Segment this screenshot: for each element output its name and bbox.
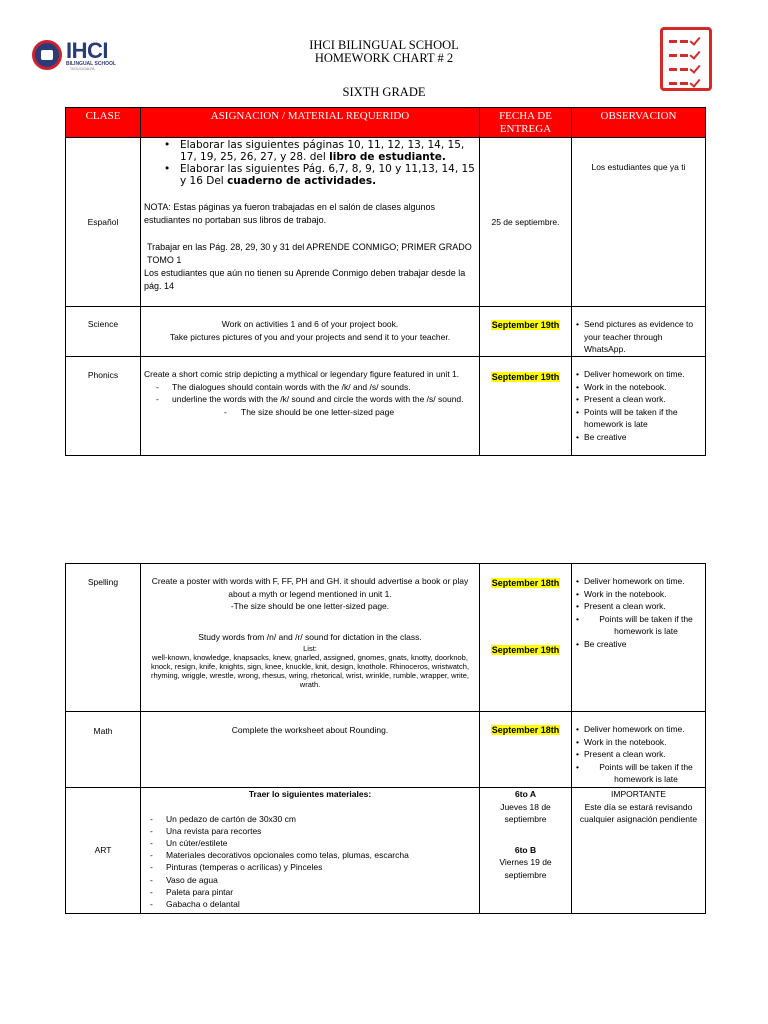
col-observacion: OBSERVACION xyxy=(572,108,706,138)
art-date-b: Viernes 19 de septiembre xyxy=(499,857,552,880)
phonics-intro: Create a short comic strip depicting a mythical or legendary figure featured in unit 1. xyxy=(144,369,460,379)
row-spelling-obs xyxy=(572,564,706,712)
logo-subtitle-2: TEGUCIGALPA xyxy=(70,67,95,71)
list-item: - Un pedazo de cartón de 30x30 cm xyxy=(144,813,476,825)
art-date-a: Jueves 18 de septiembre xyxy=(500,801,551,824)
espanol-bullets xyxy=(144,139,476,187)
math-date-highlight: September 18th xyxy=(491,725,560,735)
checklist-icon xyxy=(660,27,712,91)
list-item: • Points will be taken if the homework is late xyxy=(575,761,703,786)
list-item: - Una revista para recortes xyxy=(144,825,476,837)
logo-subtitle: BILINGUAL SCHOOL xyxy=(66,61,116,67)
list-item: - Gabacha o delantal xyxy=(144,898,476,910)
list-item: • Work in the notebook. xyxy=(575,736,703,749)
row-espanol-obs: Los estudiantes que ya ti xyxy=(572,138,706,307)
list-item: • Points will be taken if the homework is late xyxy=(575,613,703,638)
list-item: - Vaso de agua xyxy=(144,874,476,886)
row-math-clase: Math xyxy=(66,712,141,788)
row-art-clase: ART xyxy=(66,788,141,914)
table-row xyxy=(66,138,706,307)
row-espanol-clase: Español xyxy=(66,138,141,307)
list-item: • Be creative xyxy=(575,638,703,651)
list-item: • Deliver homework on time. xyxy=(575,575,703,588)
art-obs-title: IMPORTANTE xyxy=(611,789,666,799)
table-row xyxy=(66,788,706,914)
list-item: • Send pictures as evidence to your teacher through WhatsApp. xyxy=(575,318,703,356)
espanol-aun: Los estudiantes que aún no tienen su Aprende Conmigo deben trabajar desde la pág. 14 xyxy=(144,268,466,291)
row-phonics-fecha xyxy=(480,357,572,456)
logo-name: IHCI xyxy=(66,38,108,63)
art-group-a: 6to A xyxy=(515,789,536,799)
list-item: • Work in the notebook. xyxy=(575,381,703,394)
row-art-fecha xyxy=(480,788,572,914)
list-item: • Deliver homework on time. xyxy=(575,368,703,381)
row-art-asignacion xyxy=(141,788,480,914)
row-phonics-obs xyxy=(572,357,706,456)
list-item: • Work in the notebook. xyxy=(575,588,703,601)
list-item: - The dialogues should contain words with the /k/ and /s/ sounds. xyxy=(150,381,476,394)
homework-table-1 xyxy=(65,107,706,456)
list-item: - Un cúter/estilete xyxy=(144,837,476,849)
col-fecha: FECHA DE ENTREGA xyxy=(480,108,572,138)
col-clase: CLASE xyxy=(66,108,141,138)
spelling-line-2: -The size should be one letter-sized page. xyxy=(230,601,390,611)
list-item: - Pinturas (temperas o acrílicas) y Pinceles xyxy=(144,861,476,873)
art-obs-text: Este día se estará revisando cualquier asignación pendiente xyxy=(579,801,698,824)
list-item: • Points will be taken if the homework is late xyxy=(575,406,703,431)
table-row xyxy=(66,357,706,456)
science-date-highlight: September 19th xyxy=(491,320,560,330)
phonics-date-highlight: September 19th xyxy=(491,372,560,382)
spelling-date-2-highlight: September 19th xyxy=(491,644,560,655)
row-espanol-asignacion xyxy=(141,138,480,307)
row-espanol-fecha: 25 de septiembre. xyxy=(480,138,572,307)
row-spelling-asignacion xyxy=(141,564,480,712)
row-science-obs xyxy=(572,307,706,357)
row-art-obs xyxy=(572,788,706,914)
list-item: • Present a clean work. xyxy=(575,748,703,761)
homework-table-2 xyxy=(65,563,706,914)
list-item: • Present a clean work. xyxy=(575,600,703,613)
science-line-2: Take pictures pictures of you and your projects and send it to your teacher. xyxy=(169,331,451,342)
row-science-fecha xyxy=(480,307,572,357)
row-spelling-clase: Spelling xyxy=(66,564,141,712)
row-science-clase: Science xyxy=(66,307,141,357)
list-item: • Elaborar las siguientes Pág. 6,7, 8, 9, 10 y 11,13, 14, 15 y 16 Del cuaderno de actividades. xyxy=(164,163,476,187)
list-item: - Materiales decorativos opcionales como telas, plumas, escarcha xyxy=(144,849,476,861)
row-math-fecha xyxy=(480,712,572,788)
chart-title: HOMEWORK CHART # 2 xyxy=(314,51,454,65)
spelling-date-1-highlight: September 18th xyxy=(491,578,560,588)
list-item: • Be creative xyxy=(575,431,703,444)
row-spelling-fecha xyxy=(480,564,572,712)
list-item: • Present a clean work. xyxy=(575,393,703,406)
row-math-obs xyxy=(572,712,706,788)
list-item: • Deliver homework on time. xyxy=(575,723,703,736)
row-phonics-asignacion xyxy=(141,357,480,456)
table-row xyxy=(66,712,706,788)
science-line-1: Work on activities 1 and 6 of your project book. xyxy=(221,319,399,329)
row-math-asignacion: Complete the worksheet about Rounding. xyxy=(141,712,480,788)
spelling-list-label: List: xyxy=(303,644,317,653)
espanol-nota: NOTA: Estas páginas ya fueron trabajadas en el salón de clases algunos estudiantes no portaban sus libros de trabajo. xyxy=(144,202,436,225)
school-name: IHCI BILINGUAL SCHOOL xyxy=(309,38,459,52)
espanol-trabajar: Trabajar en las Pág. 28, 29, 30 y 31 del APRENDE CONMIGO; PRIMER GRADO TOMO 1 xyxy=(147,242,472,265)
list-item: • Elaborar las siguientes páginas 10, 11, 12, 13, 14, 15, 17, 19, 25, 26, 27, y 28. del libro de estudiante. xyxy=(164,139,476,163)
spelling-line-1: Create a poster with words with F, FF, PH and GH. it should advertise a book or play about a myth or legend mentioned in unit 1. xyxy=(151,576,469,599)
list-item: - Paleta para pintar xyxy=(144,886,476,898)
col-asignacion: ASIGNACION / MATERIAL REQUERIDO xyxy=(141,108,480,138)
art-title: Traer lo siguientes materiales: xyxy=(248,789,372,799)
table-row xyxy=(66,307,706,357)
phonics-size: - The size should be one letter-sized page xyxy=(224,406,395,417)
table-row xyxy=(66,564,706,712)
art-group-b: 6to B xyxy=(514,844,537,855)
row-phonics-clase: Phonics xyxy=(66,357,141,456)
spelling-line-3: Study words from /n/ and /r/ sound for dictation in the class. xyxy=(198,631,422,642)
list-item: - underline the words with the /k/ sound and circle the words with the /s/ sound. xyxy=(150,393,476,406)
grade-title: SIXTH GRADE xyxy=(342,85,426,99)
row-science-asignacion xyxy=(141,307,480,357)
spelling-word-list: well-known, knowledge, knapsacks, knew, gnarled, assigned, gnomes, gnats, knotty, doorknob, knock, resign, knife, knights, sign, knee, knuckle, knit, design, knothole. Rhinoceros, wristwatch, rhyming, wriggle, wrestle, wrong, rhesus, wring, rhetorical, wrist, wrinkle, rumble, wrapper, write, wrath. xyxy=(150,653,470,689)
table-header-row xyxy=(66,108,706,138)
